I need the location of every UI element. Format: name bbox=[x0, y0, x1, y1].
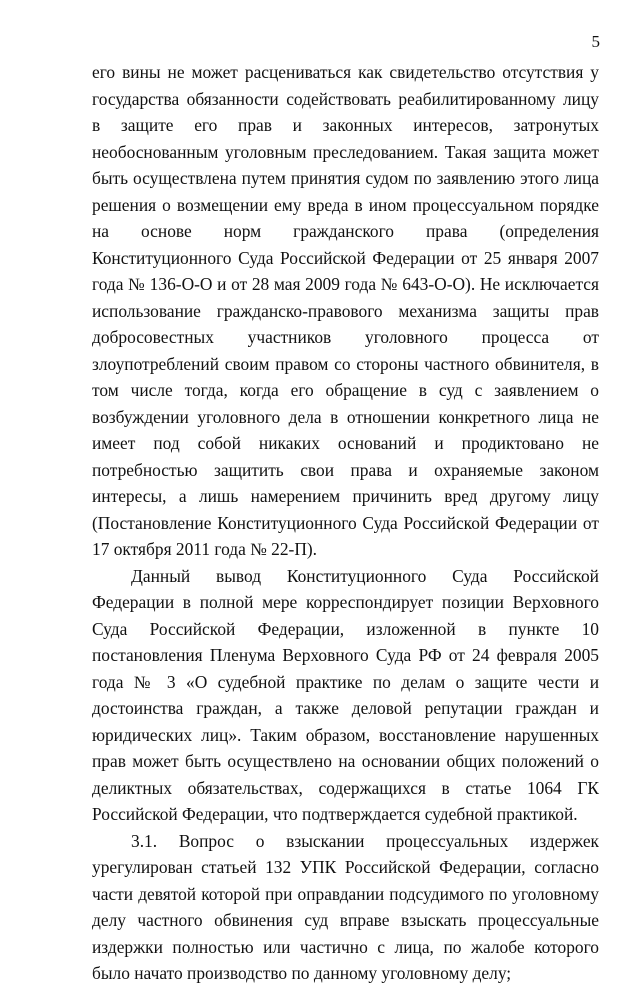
page-number: 5 bbox=[591, 32, 600, 51]
paragraph-supreme-court: Данный вывод Конституционного Суда Российской Федерации в полной мере корреспондирует позиции Верховного Суда Российской Федерации, изложенной в пункте 10 постановления Пленума Верховного Суда РФ от 24 февраля 2005 года № 3 «О судебной практике по делам о защите чести и достоинства граждан, а также деловой репутации граждан и юридических лиц». Таким образом, восстановление нарушенных прав может быть осуществлено на основании общих положений о деликтных обязательствах, содержащихся в статье 1064 ГК Российской Федерации, что подтверждается судебной практикой. bbox=[92, 565, 599, 824]
document-body bbox=[92, 59, 599, 987]
paragraph-continuation: его вины не может расцениваться как свидетельство отсутствия у государства обязанности содействовать реабилитированному лицу в защите его прав и законных интересов, затронутых необоснованным уголовным преследованием. Такая защита может быть осуществлена путем принятия судом по заявлению этого лица решения о возмещении ему вреда в ином процессуальном порядке на основе норм гражданского права (определения Конституционного Суда Российской Федерации от 25 января 2007 года № 136-О-О и от 28 мая 2009 года № 643-О-О). Не исключается использование гражданско-правового механизма защиты прав добросовестных участников уголовного процесса от злоупотреблений своим правом со стороны частного обвинителя, в том числе тогда, когда его обращение в суд с заявлением о возбуждении уголовного дела в отношении конкретного лица не имеет под собой никаких оснований и продиктовано не потребностью защитить свои права и охраняемые законом интересы, а лишь намерением причинить вред другому лицу (Постановление Конституционного Суда Российской Федерации от 17 октября 2011 года № 22-П). bbox=[92, 62, 599, 559]
paragraph-3-1: 3.1. Вопрос о взыскании процессуальных издержек урегулирован статьей 132 УПК Российской Федерации, согласно части девятой которой при оправдании подсудимого по уголовному делу частного обвинения суд вправе взыскать процессуальные издержки полностью или частично с лица, по жалобе которого было начато производство по данному уголовному делу; bbox=[92, 830, 599, 983]
